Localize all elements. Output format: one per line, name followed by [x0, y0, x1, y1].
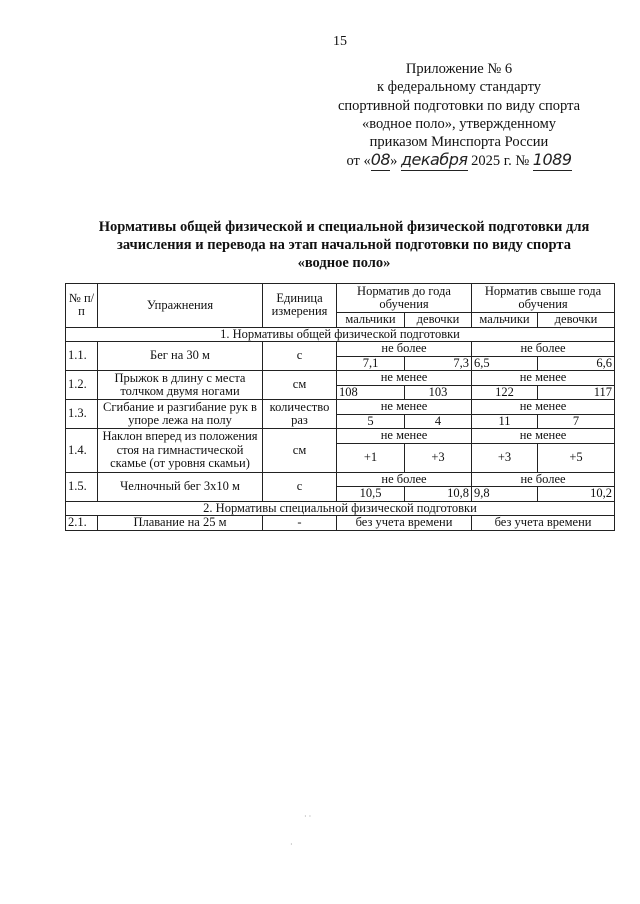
- row-unit: см: [263, 371, 337, 400]
- appendix-line2: к федеральному стандарту: [377, 79, 541, 96]
- row-num: 2.1.: [66, 516, 98, 531]
- header-girls: девочки: [405, 313, 472, 328]
- value-boys-1: 7,1: [337, 356, 405, 371]
- value-girls-2: 10,2: [538, 487, 615, 502]
- row-exercise: Наклон вперед из положения стоя на гимнастической скамье (от уровня скамьи): [98, 429, 263, 473]
- row-unit: -: [263, 516, 337, 531]
- order-month-handwritten: декабря: [400, 150, 468, 170]
- header-row: [66, 284, 615, 313]
- title-line1: Нормативы общей физической и специальной физической подготовки для: [98, 219, 590, 235]
- scan-speck: ·: [290, 840, 293, 849]
- row-exercise: Челночный бег 3х10 м: [98, 472, 263, 501]
- page-number: 15: [333, 34, 347, 49]
- row-exercise: Прыжок в длину с места толчком двумя ногами: [98, 371, 263, 400]
- scan-speck: · ·: [304, 812, 312, 821]
- row-limit-label: не менее: [472, 400, 615, 415]
- header-unit: Единица измерения: [263, 284, 337, 328]
- row-unit: с: [263, 342, 337, 371]
- table-row: [66, 400, 615, 415]
- document-title: [60, 218, 628, 272]
- appendix-line4: «водное поло», утвержденному: [361, 115, 557, 132]
- header-exercise: Упражнения: [98, 284, 263, 328]
- row-num: 1.2.: [66, 371, 98, 400]
- value-girls-2: 7: [538, 414, 615, 429]
- row-num: 1.4.: [66, 429, 98, 473]
- order-year: 2025 г. №: [471, 153, 530, 170]
- order-day-handwritten: 08: [370, 150, 391, 170]
- value-boys-1: 5: [337, 414, 405, 429]
- row-exercise: Сгибание и разгибание рук в упоре лежа на полу: [98, 400, 263, 429]
- row-limit-label: не менее: [472, 429, 615, 444]
- value-boys-2: 6,5: [472, 356, 538, 371]
- row-num: 1.5.: [66, 472, 98, 501]
- header-num: № п/п: [66, 284, 98, 328]
- value-girls-1: +3: [405, 443, 472, 472]
- value-girls-1: 7,3: [405, 356, 472, 371]
- row-limit-label: не менее: [472, 371, 615, 386]
- appendix-block: [334, 60, 584, 171]
- row-value-over-year: без учета времени: [472, 516, 615, 531]
- value-boys-1: 10,5: [337, 487, 405, 502]
- table-row: [66, 371, 615, 386]
- value-girls-2: +5: [538, 443, 615, 472]
- table-row: [66, 516, 615, 531]
- row-num: 1.1.: [66, 342, 98, 371]
- appendix-line1: Приложение № 6: [405, 61, 513, 77]
- norms-table: [65, 283, 615, 531]
- appendix-line3: спортивной подготовки по виду спорта: [337, 97, 581, 114]
- row-unit: см: [263, 429, 337, 473]
- title-line2: зачисления и перевода на этап начальной подготовки по виду спорта: [117, 237, 571, 253]
- header-norm-over-year: Норматив свыше года обучения: [472, 284, 615, 313]
- row-exercise: Плавание на 25 м: [98, 516, 263, 531]
- value-boys-2: +3: [472, 443, 538, 472]
- value-boys-1: 108: [337, 385, 405, 400]
- row-unit: с: [263, 472, 337, 501]
- row-exercise: Бег на 30 м: [98, 342, 263, 371]
- row-unit: количество раз: [263, 400, 337, 429]
- order-prefix: от «: [346, 153, 371, 170]
- section-row: [66, 501, 615, 516]
- row-limit-label: не более: [472, 472, 615, 487]
- row-limit-label: не более: [337, 342, 472, 357]
- value-boys-2: 9,8: [472, 487, 538, 502]
- row-limit-label: не более: [472, 342, 615, 357]
- row-limit-label: не менее: [337, 371, 472, 386]
- value-girls-2: 6,6: [538, 356, 615, 371]
- value-boys-1: +1: [337, 443, 405, 472]
- value-girls-2: 117: [538, 385, 615, 400]
- header-boys: мальчики: [337, 313, 405, 328]
- order-number-handwritten: 1089: [532, 150, 572, 170]
- section2-title: 2. Нормативы специальной физической подготовки: [66, 501, 615, 516]
- row-value-up-to-year: без учета времени: [337, 516, 472, 531]
- order-line: [334, 151, 584, 170]
- row-limit-label: не менее: [337, 400, 472, 415]
- header-girls: девочки: [538, 313, 615, 328]
- row-limit-label: не более: [337, 472, 472, 487]
- value-boys-2: 122: [472, 385, 538, 400]
- value-girls-1: 10,8: [405, 487, 472, 502]
- appendix-line5: приказом Минспорта России: [369, 134, 549, 151]
- row-limit-label: не менее: [337, 429, 472, 444]
- table-row: [66, 342, 615, 357]
- value-girls-1: 4: [405, 414, 472, 429]
- value-girls-1: 103: [405, 385, 472, 400]
- table-row: [66, 472, 615, 487]
- order-sep: »: [390, 153, 398, 170]
- section1-title: 1. Нормативы общей физической подготовки: [66, 327, 615, 342]
- header-boys: мальчики: [472, 313, 538, 328]
- table-row: [66, 429, 615, 444]
- row-num: 1.3.: [66, 400, 98, 429]
- value-boys-2: 11: [472, 414, 538, 429]
- section-row: [66, 327, 615, 342]
- title-line3: «водное поло»: [297, 255, 391, 271]
- header-norm-up-to-year: Норматив до года обучения: [337, 284, 472, 313]
